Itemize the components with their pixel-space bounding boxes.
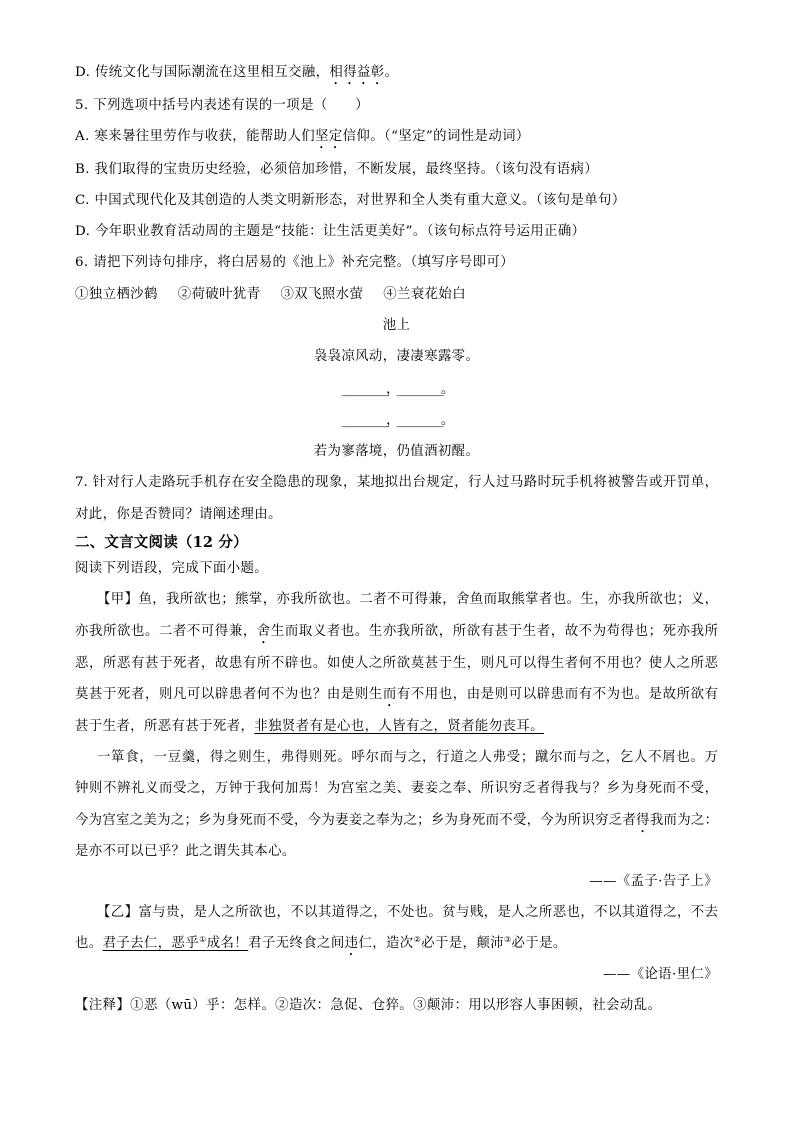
passage-text: 有不用也，由是则可以辟患而有不为也。是故所欲有 [396, 687, 719, 702]
q5-stem: 5. 下列选项中括号内表述有误的一项是（ ） [75, 98, 370, 113]
emphasized-char: 违 [344, 936, 359, 951]
emphasized-char: 而 [382, 687, 397, 702]
passage-text: 必于是，颠沛 [421, 936, 504, 951]
passage-text: 成名！ [206, 936, 249, 951]
passage-text: 是亦不可以已乎？此之谓失其本心。 [75, 844, 296, 859]
q5-option-a [75, 127, 718, 147]
q6-choices [75, 285, 718, 305]
footnote-marker: ③ [503, 935, 512, 944]
poem-line: 若为寥落境，仍值酒初醒。 [313, 444, 480, 459]
passage-text: 莫甚于死者，则凡可以辟患者何不为也？由是则生 [75, 687, 383, 702]
underlined-sentence [103, 936, 249, 951]
emphasized-char: 得 [636, 813, 650, 828]
poem-blank-line [0, 411, 793, 431]
q5-option-a-text: A. 寒来暑往里劳作与收获，能帮助人们 [75, 129, 316, 144]
passage-text: 也。 [75, 936, 103, 951]
section-heading: 二、文言文阅读（12 分） [75, 534, 248, 551]
q6-choice: ④兰衰花始白 [383, 287, 466, 302]
passage-jia-line [75, 842, 718, 862]
poem-line: 袅袅凉风动，凄凄寒露零。 [313, 349, 480, 364]
q5-option-b: B. 我们取得的宝贵历史经验，必须倍加珍惜，不断发展，最终坚持。（该句没有语病） [75, 162, 599, 177]
passage-text: 君子无终食之间 [248, 936, 345, 951]
q7-stem-line: 7. 针对行人走路玩手机存在安全隐患的现象，某地拟出台规定，行人过马路时玩手机将被警告或开罚单， [75, 475, 718, 490]
q4-option-d-end: 。 [384, 65, 399, 80]
passage-jia-line [75, 779, 718, 799]
passage-jia-line [97, 748, 718, 768]
poem-blank-line [0, 380, 793, 400]
q5-option-a-end: 信仰。（“坚定”的词性是动词） [342, 129, 530, 144]
q7-stem-line: 对此，你是否赞同？请阐述理由。 [75, 507, 282, 522]
footnote-marker: ① [199, 935, 207, 944]
underlined-sentence: 非独贤者有是心也，人皆有之，贤者能勿丧耳。 [254, 719, 544, 734]
q4-option-d-text: D. 传统文化与国际潮流在这里相互交融， [75, 65, 330, 80]
passage-text: 仁，造次 [358, 936, 414, 951]
passage-text: 亦我所欲也。二者不可得兼， [75, 624, 257, 639]
passage-text: 生而取义者也。生亦我所欲，所欲有甚于生者，故不为苟得也；死亦我所 [270, 624, 719, 639]
passage-text: 一箪食，一豆羹，得之则生，弗得则死。呼尔而与之，行道之人弗受；蹴尔而与之，乞人不屑也。万 [97, 750, 718, 765]
passage-yi-line [75, 934, 718, 954]
passage-jia-line [75, 654, 718, 674]
passage-jia-line [97, 590, 718, 610]
passage-text: 富与贵，是人之所欲也，不以其道得之，不处也。贫与贱，是人之所恶也，不以其道得之，不去 [138, 905, 719, 920]
passage-yi-source: ——《论语·里仁》 [603, 967, 718, 982]
q6-choice: ②荷破叶犹青 [177, 287, 261, 302]
passage-jia-line [75, 811, 718, 831]
passage-text: 今为宫室之美为之；乡为身死而不受，今为妻妾之奉为之；乡为身死而不受，今为所识穷乏者 [75, 813, 637, 828]
passage-jia-source: ——《孟子·告子上》 [589, 874, 718, 889]
footnote-marker: ② [413, 935, 422, 944]
q6-stem: 6. 请把下列诗句排序，将白居易的《池上》补充完整。（填写序号即可） [75, 255, 515, 270]
poem-blanks: ____________，____________。 [341, 382, 452, 397]
annotation-notes: 【注释】①恶（wū）乎：怎样。②造次：急促、仓猝。③颠沛：用以形容人事困顿，社会动乱。 [75, 998, 662, 1013]
passage-text: 恶，所恶有甚于死者，故患有所不辟也。如使人之所欲莫甚于生，则凡可以得生者何不用也？使人之所恶 [75, 656, 718, 671]
passage-jia-line [75, 717, 718, 737]
passage-yi-line [97, 903, 718, 923]
q5-option-c: C. 中国式现代化及其创造的人类文明新形态，对世界和全人类有重大意义。（该句是单句） [75, 193, 626, 208]
q5-emphasized-word: 坚定 [315, 129, 343, 144]
q4-emphasized-phrase: 相得益彰 [329, 65, 385, 80]
passage-yi-label: 【乙】 [97, 905, 139, 920]
passage-text: 鱼，我所欲也；熊掌，亦我所欲也。二者不可得兼，舍鱼而取熊掌者也。生，亦我所欲也；义， [138, 592, 719, 607]
passage-jia-line [75, 685, 718, 705]
passage-text: 我而为之： [649, 813, 718, 828]
passage-jia-label: 【甲】 [97, 592, 139, 607]
emphasized-char: 舍 [256, 624, 271, 639]
q6-choice: ①独立栖沙鹤 [75, 287, 158, 302]
passage-text: 钟则不辨礼义而受之，万钟于我何加焉！为宫室之美、妻妾之奉、所识穷乏者得我与？乡为身死而不受， [75, 781, 718, 796]
poem-blanks: ____________，____________。 [341, 413, 452, 428]
q5-option-d: D. 今年职业教育活动周的主题是“技能：让生活更美好”。（该句标点符号运用正确） [75, 224, 586, 239]
section-instruction: 阅读下列语段，完成下面小题。 [75, 561, 269, 576]
passage-text: 必于是。 [511, 936, 567, 951]
q4-option-d [75, 63, 718, 83]
q6-choice: ③双飞照水萤 [280, 287, 364, 302]
passage-text: 君子去仁，恶乎 [102, 936, 200, 951]
passage-text: 甚于生者，所恶有甚于死者， [75, 719, 255, 734]
poem-title: 池上 [382, 318, 411, 333]
passage-jia-line [75, 622, 718, 642]
